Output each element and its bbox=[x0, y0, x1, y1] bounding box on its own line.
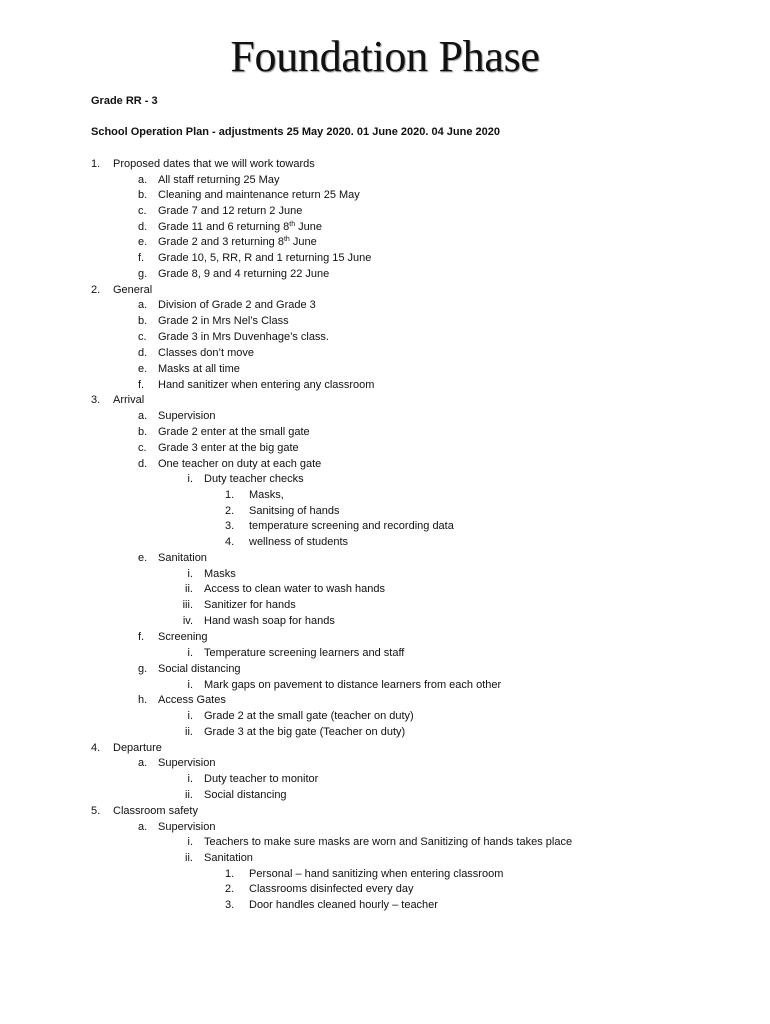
list-marker: i. bbox=[187, 568, 193, 580]
list-item: Grade 2 at the small gate (teacher on duty) bbox=[204, 710, 414, 722]
list-marker: i. bbox=[187, 679, 193, 691]
list-marker: g. bbox=[138, 268, 148, 280]
list-marker: 2. bbox=[91, 284, 101, 296]
list-item: Masks at all time bbox=[158, 363, 240, 375]
list-item: temperature screening and recording data bbox=[249, 520, 454, 532]
ordinal-suffix: th bbox=[283, 236, 290, 243]
list-marker: 4. bbox=[91, 742, 101, 754]
list-marker: f. bbox=[138, 379, 145, 391]
list-marker: a. bbox=[138, 299, 148, 311]
list-item: General bbox=[113, 284, 153, 296]
grade-heading: Grade RR - 3 bbox=[91, 95, 158, 107]
ordinal-suffix: th bbox=[289, 221, 296, 228]
list-marker: ii. bbox=[185, 852, 193, 864]
list-item: All staff returning 25 May bbox=[158, 174, 280, 186]
list-marker: i. bbox=[187, 710, 193, 722]
list-marker: i. bbox=[187, 773, 193, 785]
list-item: Personal – hand sanitizing when entering classroom bbox=[249, 868, 504, 880]
list-marker: e. bbox=[138, 552, 148, 564]
list-item: Social distancing bbox=[204, 789, 287, 801]
item-text: June bbox=[289, 236, 317, 248]
list-item: Classroom safety bbox=[113, 805, 198, 817]
list-marker: 4. bbox=[225, 536, 235, 548]
list-marker: a. bbox=[138, 174, 148, 186]
list-item: Mark gaps on pavement to distance learners from each other bbox=[204, 679, 502, 691]
list-item: Arrival bbox=[113, 394, 145, 406]
list-item: Grade 8, 9 and 4 returning 22 June bbox=[158, 268, 330, 280]
list-item: Grade 10, 5, RR, R and 1 returning 15 June bbox=[158, 252, 372, 264]
list-item: Access to clean water to wash hands bbox=[204, 583, 385, 595]
list-marker: i. bbox=[187, 473, 193, 485]
list-marker: ii. bbox=[185, 583, 193, 595]
list-item: Teachers to make sure masks are worn and Sanitizing of hands takes place bbox=[204, 836, 573, 848]
list-marker: c. bbox=[138, 205, 147, 217]
list-marker: b. bbox=[138, 315, 148, 327]
list-item: Hand sanitizer when entering any classroom bbox=[158, 379, 375, 391]
list-marker: 3. bbox=[225, 520, 235, 532]
list-marker: ii. bbox=[185, 789, 193, 801]
list-marker: f. bbox=[138, 252, 145, 264]
list-marker: i. bbox=[187, 836, 193, 848]
item-text: Grade 11 and 6 returning 8 bbox=[158, 221, 290, 233]
list-marker: iii. bbox=[182, 599, 193, 611]
list-marker: b. bbox=[138, 189, 148, 201]
list-marker: a. bbox=[138, 410, 148, 422]
list-marker: 1. bbox=[91, 158, 101, 170]
list-marker: 1. bbox=[225, 868, 235, 880]
list-marker: e. bbox=[138, 363, 148, 375]
list-marker: a. bbox=[138, 821, 148, 833]
list-marker: 2. bbox=[225, 505, 235, 517]
list-item: Supervision bbox=[158, 757, 216, 769]
list-item: Proposed dates that we will work towards bbox=[113, 158, 315, 170]
list-item: Sanitizer for hands bbox=[204, 599, 296, 611]
list-item: Supervision bbox=[158, 410, 216, 422]
list-item: Sanitation bbox=[204, 852, 253, 864]
list-item: Temperature screening learners and staff bbox=[204, 647, 405, 659]
list-marker: h. bbox=[138, 694, 148, 706]
list-marker: a. bbox=[138, 757, 148, 769]
list-item: Masks, bbox=[249, 489, 284, 501]
list-item bbox=[158, 221, 322, 234]
list-marker: 1. bbox=[225, 489, 235, 501]
list-item: Division of Grade 2 and Grade 3 bbox=[158, 299, 316, 311]
list-item bbox=[158, 236, 317, 249]
list-item: Cleaning and maintenance return 25 May bbox=[158, 189, 360, 201]
item-text: Grade 2 and 3 returning 8 bbox=[158, 236, 284, 248]
list-marker: f. bbox=[138, 631, 145, 643]
list-marker: e. bbox=[138, 236, 148, 248]
list-marker: g. bbox=[138, 663, 148, 675]
list-item: wellness of students bbox=[249, 536, 349, 548]
list-item: Door handles cleaned hourly – teacher bbox=[249, 899, 438, 911]
list-marker: i. bbox=[187, 647, 193, 659]
list-item: Screening bbox=[158, 631, 208, 643]
list-item: Classrooms disinfected every day bbox=[249, 883, 414, 895]
plan-heading: School Operation Plan - adjustments 25 May 2020. 01 June 2020. 04 June 2020 bbox=[91, 126, 501, 138]
list-marker: 2. bbox=[225, 883, 235, 895]
list-item: Grade 3 at the big gate (Teacher on duty) bbox=[204, 726, 406, 738]
list-marker: d. bbox=[138, 221, 148, 233]
list-marker: 5. bbox=[91, 805, 101, 817]
list-marker: d. bbox=[138, 347, 148, 359]
list-marker: c. bbox=[138, 331, 147, 343]
list-item: Masks bbox=[204, 568, 236, 580]
list-marker: 3. bbox=[91, 394, 101, 406]
list-item: Hand wash soap for hands bbox=[204, 615, 335, 627]
list-marker: iv. bbox=[182, 615, 193, 627]
list-item: Duty teacher to monitor bbox=[204, 773, 319, 785]
item-text: June bbox=[295, 221, 323, 233]
list-marker: b. bbox=[138, 426, 148, 438]
list-item: Duty teacher checks bbox=[204, 473, 304, 485]
list-item: Grade 2 enter at the small gate bbox=[158, 426, 310, 438]
list-item: One teacher on duty at each gate bbox=[158, 458, 322, 470]
list-marker: ii. bbox=[185, 726, 193, 738]
list-item: Social distancing bbox=[158, 663, 241, 675]
list-marker: c. bbox=[138, 442, 147, 454]
page-title: Foundation Phase bbox=[230, 32, 540, 81]
list-item: Departure bbox=[113, 742, 162, 754]
list-item: Sanitsing of hands bbox=[249, 505, 340, 517]
list-item: Grade 3 in Mrs Duvenhage’s class. bbox=[158, 331, 329, 343]
list-marker: 3. bbox=[225, 899, 235, 911]
list-item: Classes don’t move bbox=[158, 347, 254, 359]
list-item: Grade 2 in Mrs Nel’s Class bbox=[158, 315, 289, 327]
list-item: Grade 3 enter at the big gate bbox=[158, 442, 299, 454]
list-item: Sanitation bbox=[158, 552, 207, 564]
list-marker: d. bbox=[138, 458, 148, 470]
list-item: Grade 7 and 12 return 2 June bbox=[158, 205, 303, 217]
list-item: Supervision bbox=[158, 821, 216, 833]
list-item: Access Gates bbox=[158, 694, 226, 706]
